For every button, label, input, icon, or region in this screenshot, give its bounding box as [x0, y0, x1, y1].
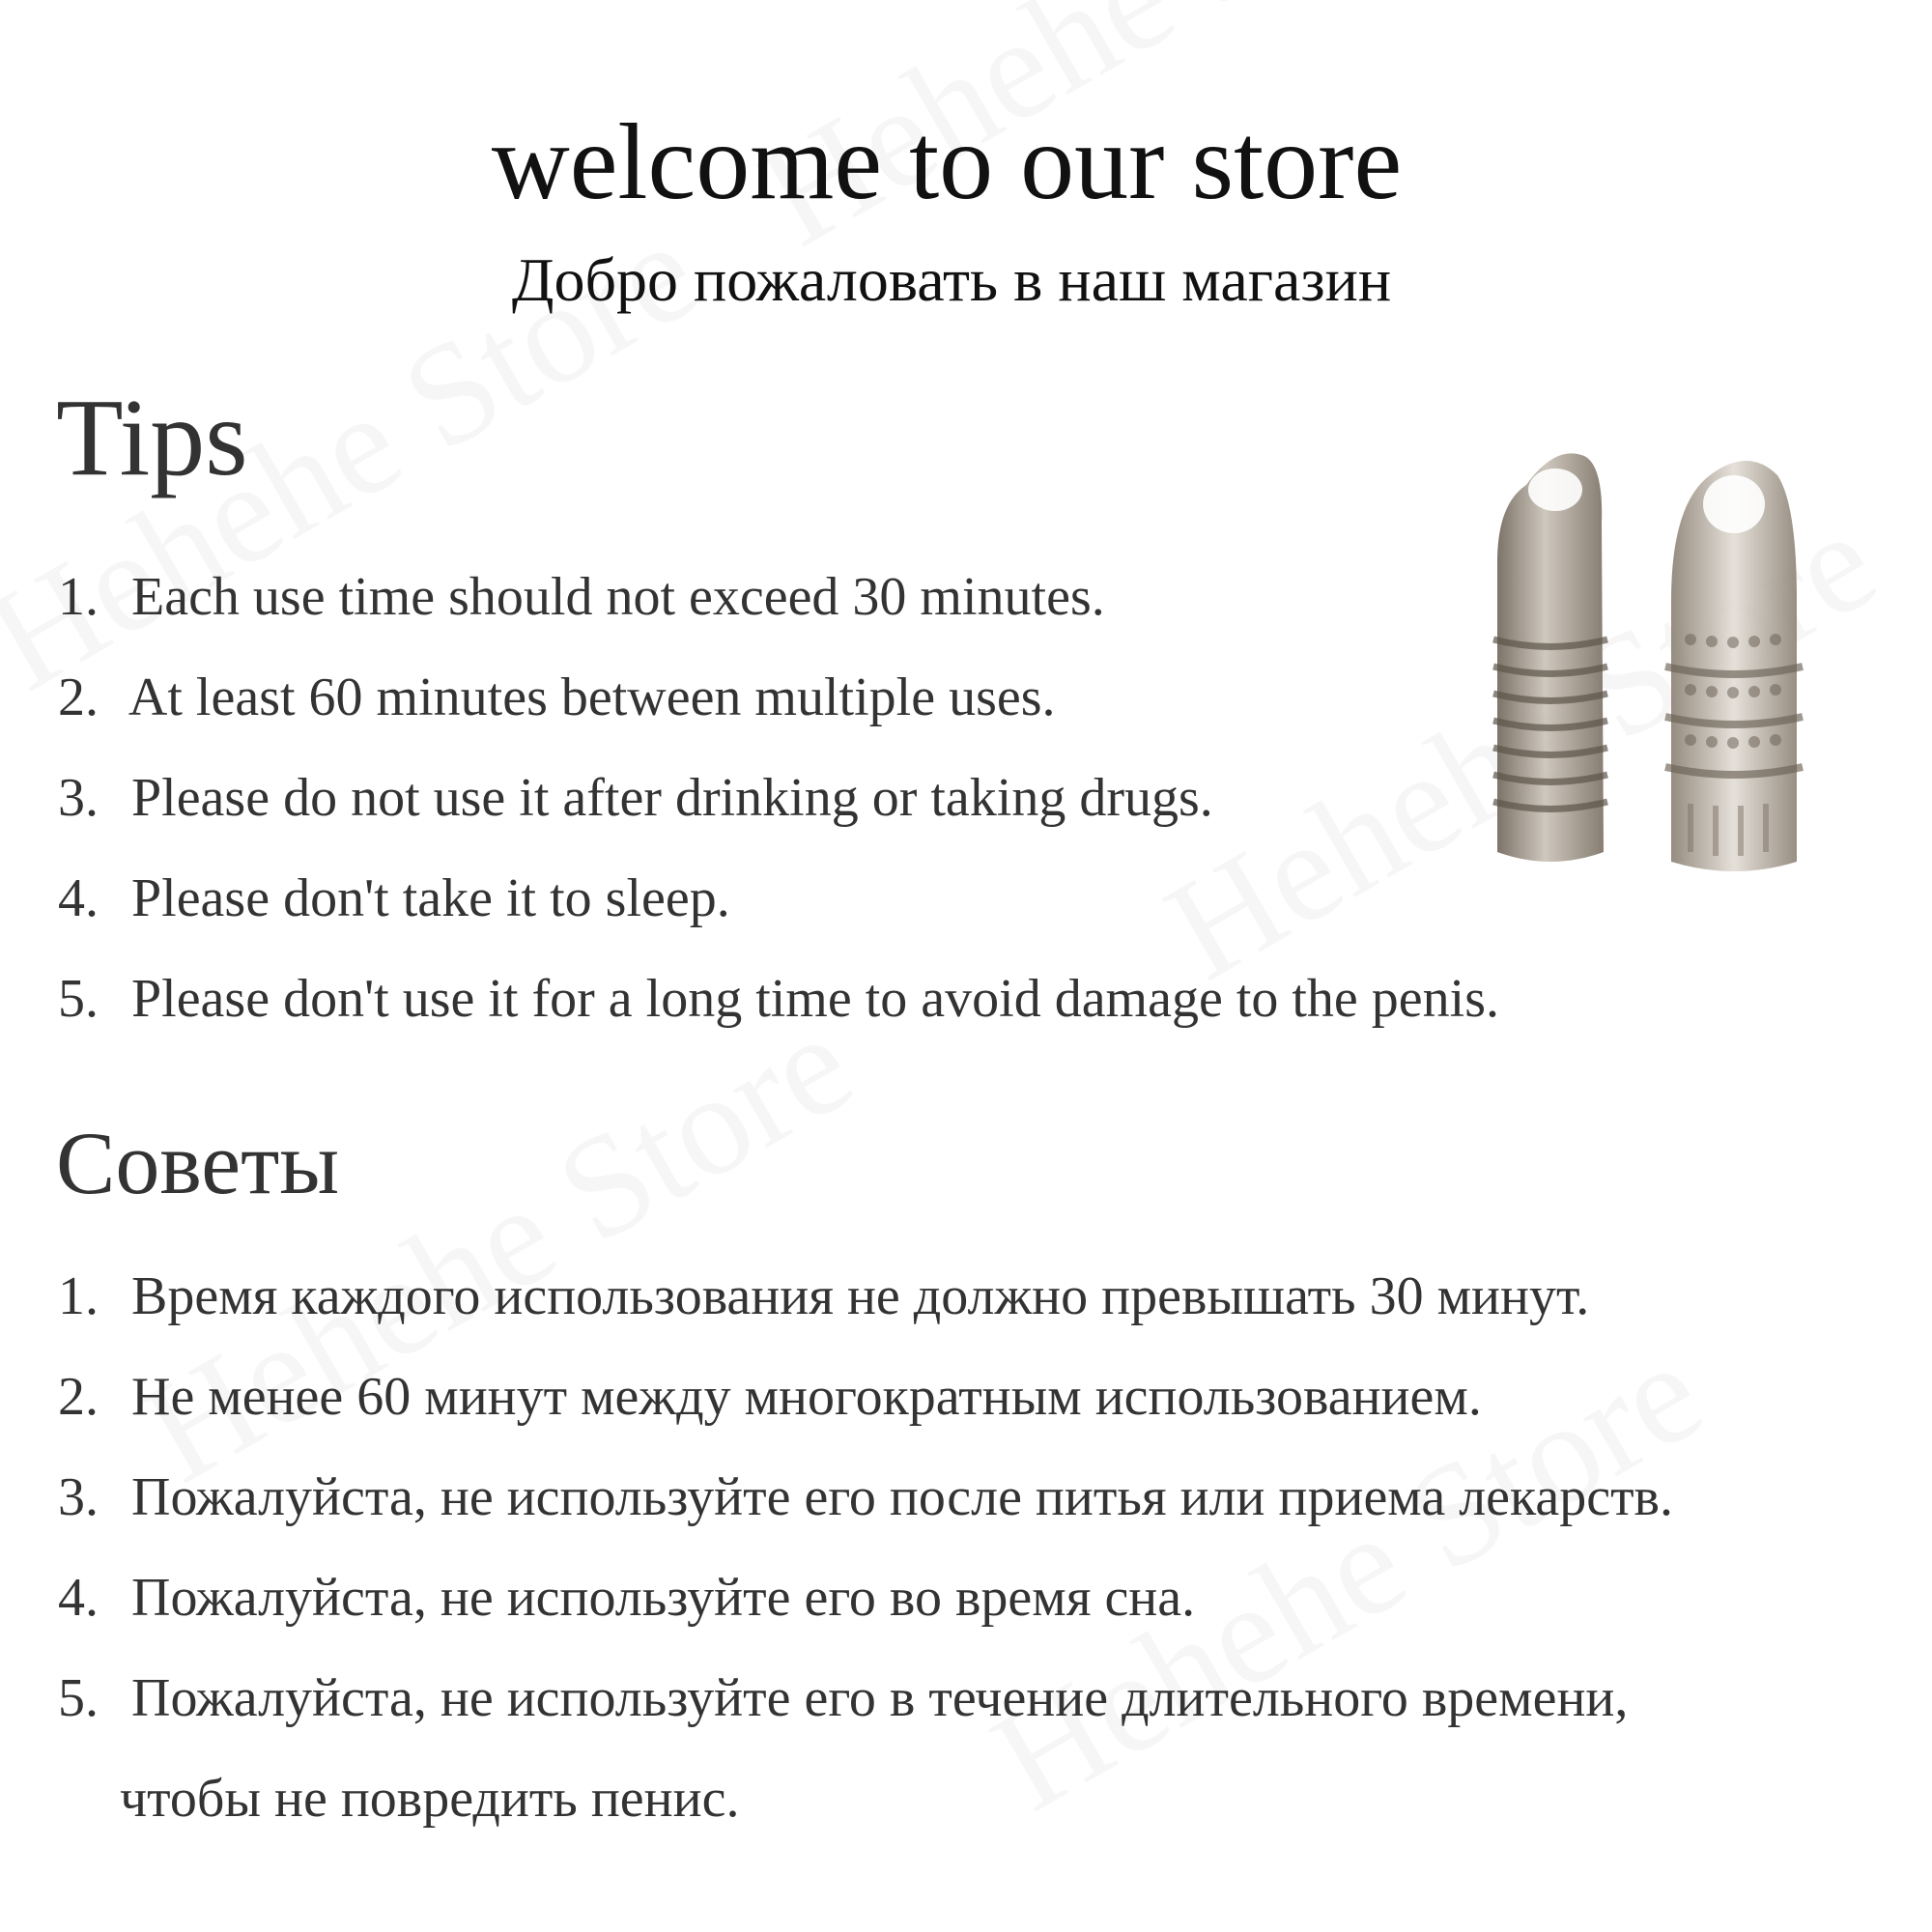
item-number: 4.: [58, 868, 99, 928]
list-item: [58, 1548, 1673, 1648]
item-number: 2.: [58, 668, 99, 727]
list-item: [58, 1648, 1673, 1849]
product-sleeve-left: [1493, 453, 1607, 862]
product-image: [1459, 446, 1835, 881]
item-number: 4.: [58, 1568, 99, 1628]
sovety-list: [58, 1246, 1673, 1849]
item-text: Please don't use it for a long time to avoid damage to the penis.: [131, 969, 1499, 1029]
list-item: [58, 647, 1499, 748]
tips-list: [58, 547, 1499, 1049]
list-item: [58, 547, 1499, 647]
item-number: 2.: [58, 1367, 99, 1427]
item-number: 1.: [58, 1266, 99, 1326]
list-item: [58, 748, 1499, 848]
item-text: Please do not use it after drinking or taking drugs.: [131, 768, 1213, 828]
sovety-heading: Советы: [56, 1114, 340, 1212]
item-text: Пожалуйста, не используйте его в течение длительного времени,: [131, 1668, 1629, 1728]
list-item: [58, 848, 1499, 949]
list-item: [58, 1347, 1673, 1447]
item-number: 3.: [58, 1467, 99, 1527]
item-number: 1.: [58, 567, 99, 627]
item-text: Please don't take it to sleep.: [131, 868, 730, 928]
list-item: [58, 1246, 1673, 1347]
item-text: Время каждого использования не должно превышать 30 минут.: [131, 1266, 1590, 1326]
item-text: Пожалуйста, не используйте его во время сна.: [131, 1568, 1196, 1628]
list-item: [58, 1447, 1673, 1548]
item-text: Each use time should not exceed 30 minutes.: [131, 567, 1105, 627]
item-number: 5.: [58, 969, 99, 1029]
item-number: 5.: [58, 1668, 99, 1728]
item-number: 3.: [58, 768, 99, 828]
item-text: At least 60 minutes between multiple uses.: [128, 668, 1056, 727]
list-item: [58, 949, 1499, 1049]
item-text-continuation: чтобы не повредить пенис.: [120, 1769, 740, 1829]
tips-heading: Tips: [56, 376, 248, 498]
page-title: welcome to our store: [491, 102, 1403, 222]
item-text: Пожалуйста, не используйте его после питья или приема лекарств.: [131, 1467, 1673, 1527]
product-sleeve-right: [1665, 461, 1803, 871]
item-text: Не менее 60 минут между многократным использованием.: [131, 1367, 1482, 1427]
page-subtitle: Добро пожаловать в наш магазин: [511, 245, 1392, 314]
